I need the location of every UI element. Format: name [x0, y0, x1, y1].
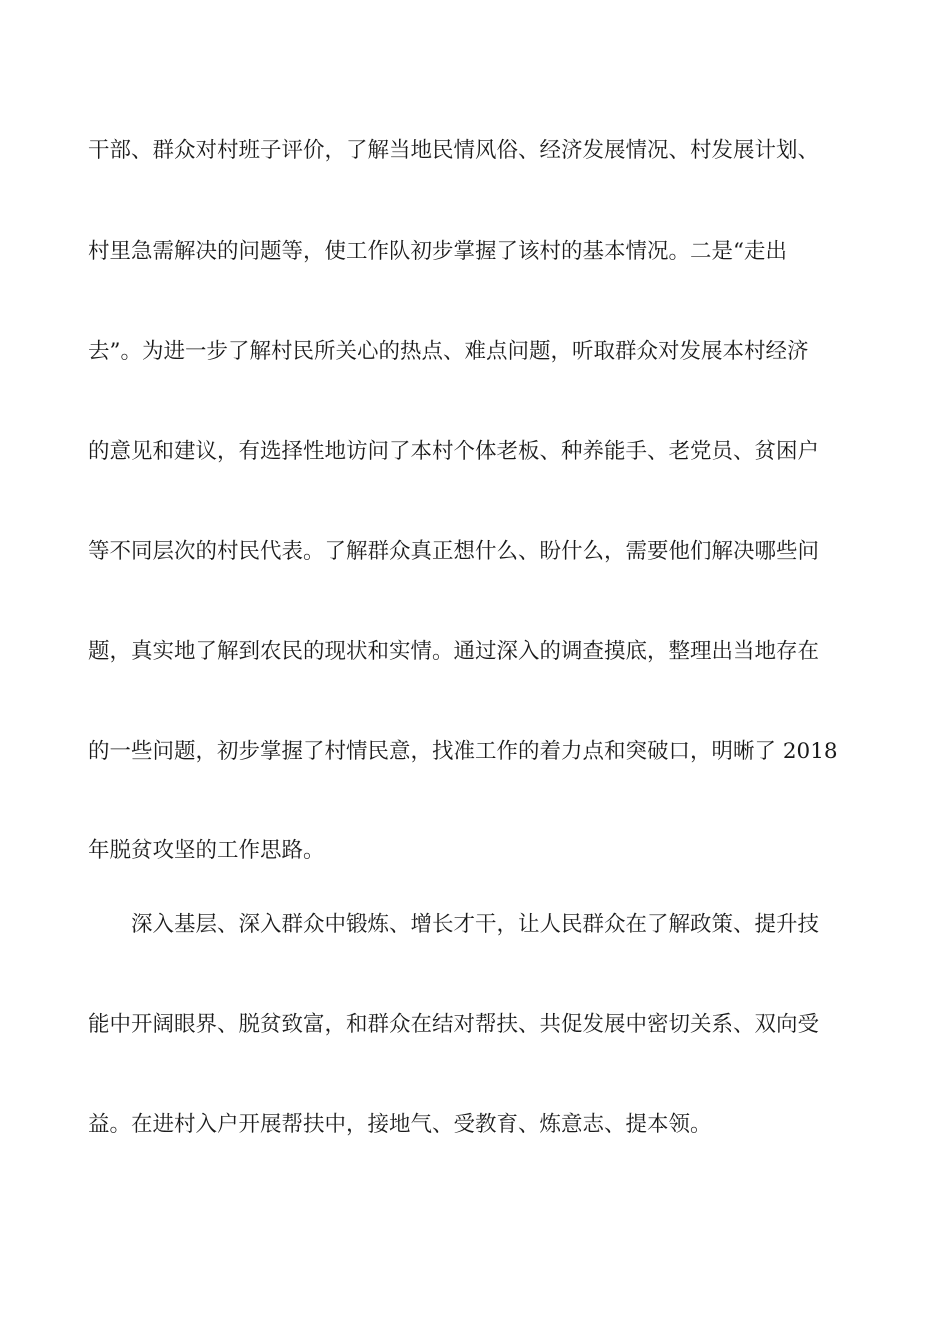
paragraph-line: 的意见和建议，有选择性地访问了本村个体老板、种养能手、老党员、贫困户 — [88, 439, 820, 464]
paragraph-line: 益。在进村入户开展帮扶中，接地气、受教育、炼意志、提本领。 — [88, 1112, 712, 1137]
paragraph-line: 的一些问题，初步掌握了村情民意，找准工作的着力点和突破口，明晰了 2018 — [88, 739, 838, 764]
paragraph-line: 干部、群众对村班子评价，了解当地民情风俗、经济发展情况、村发展计划、 — [88, 138, 820, 163]
paragraph-line: 村里急需解决的问题等，使工作队初步掌握了该村的基本情况。二是“走出 — [88, 239, 787, 264]
paragraph-line: 能中开阔眼界、脱贫致富，和群众在结对帮扶、共促发展中密切关系、双向受 — [88, 1012, 820, 1037]
paragraph-line: 等不同层次的村民代表。了解群众真正想什么、盼什么，需要他们解决哪些问 — [88, 539, 820, 564]
paragraph-line: 深入基层、深入群众中锻炼、增长才干，让人民群众在了解政策、提升技 — [131, 912, 820, 937]
paragraph-line: 年脱贫攻坚的工作思路。 — [88, 838, 325, 863]
paragraph-line: 去”。为进一步了解村民所关心的热点、难点问题，听取群众对发展本村经济 — [88, 339, 809, 364]
paragraph-line: 题，真实地了解到农民的现状和实情。通过深入的调查摸底，整理出当地存在 — [88, 639, 820, 664]
